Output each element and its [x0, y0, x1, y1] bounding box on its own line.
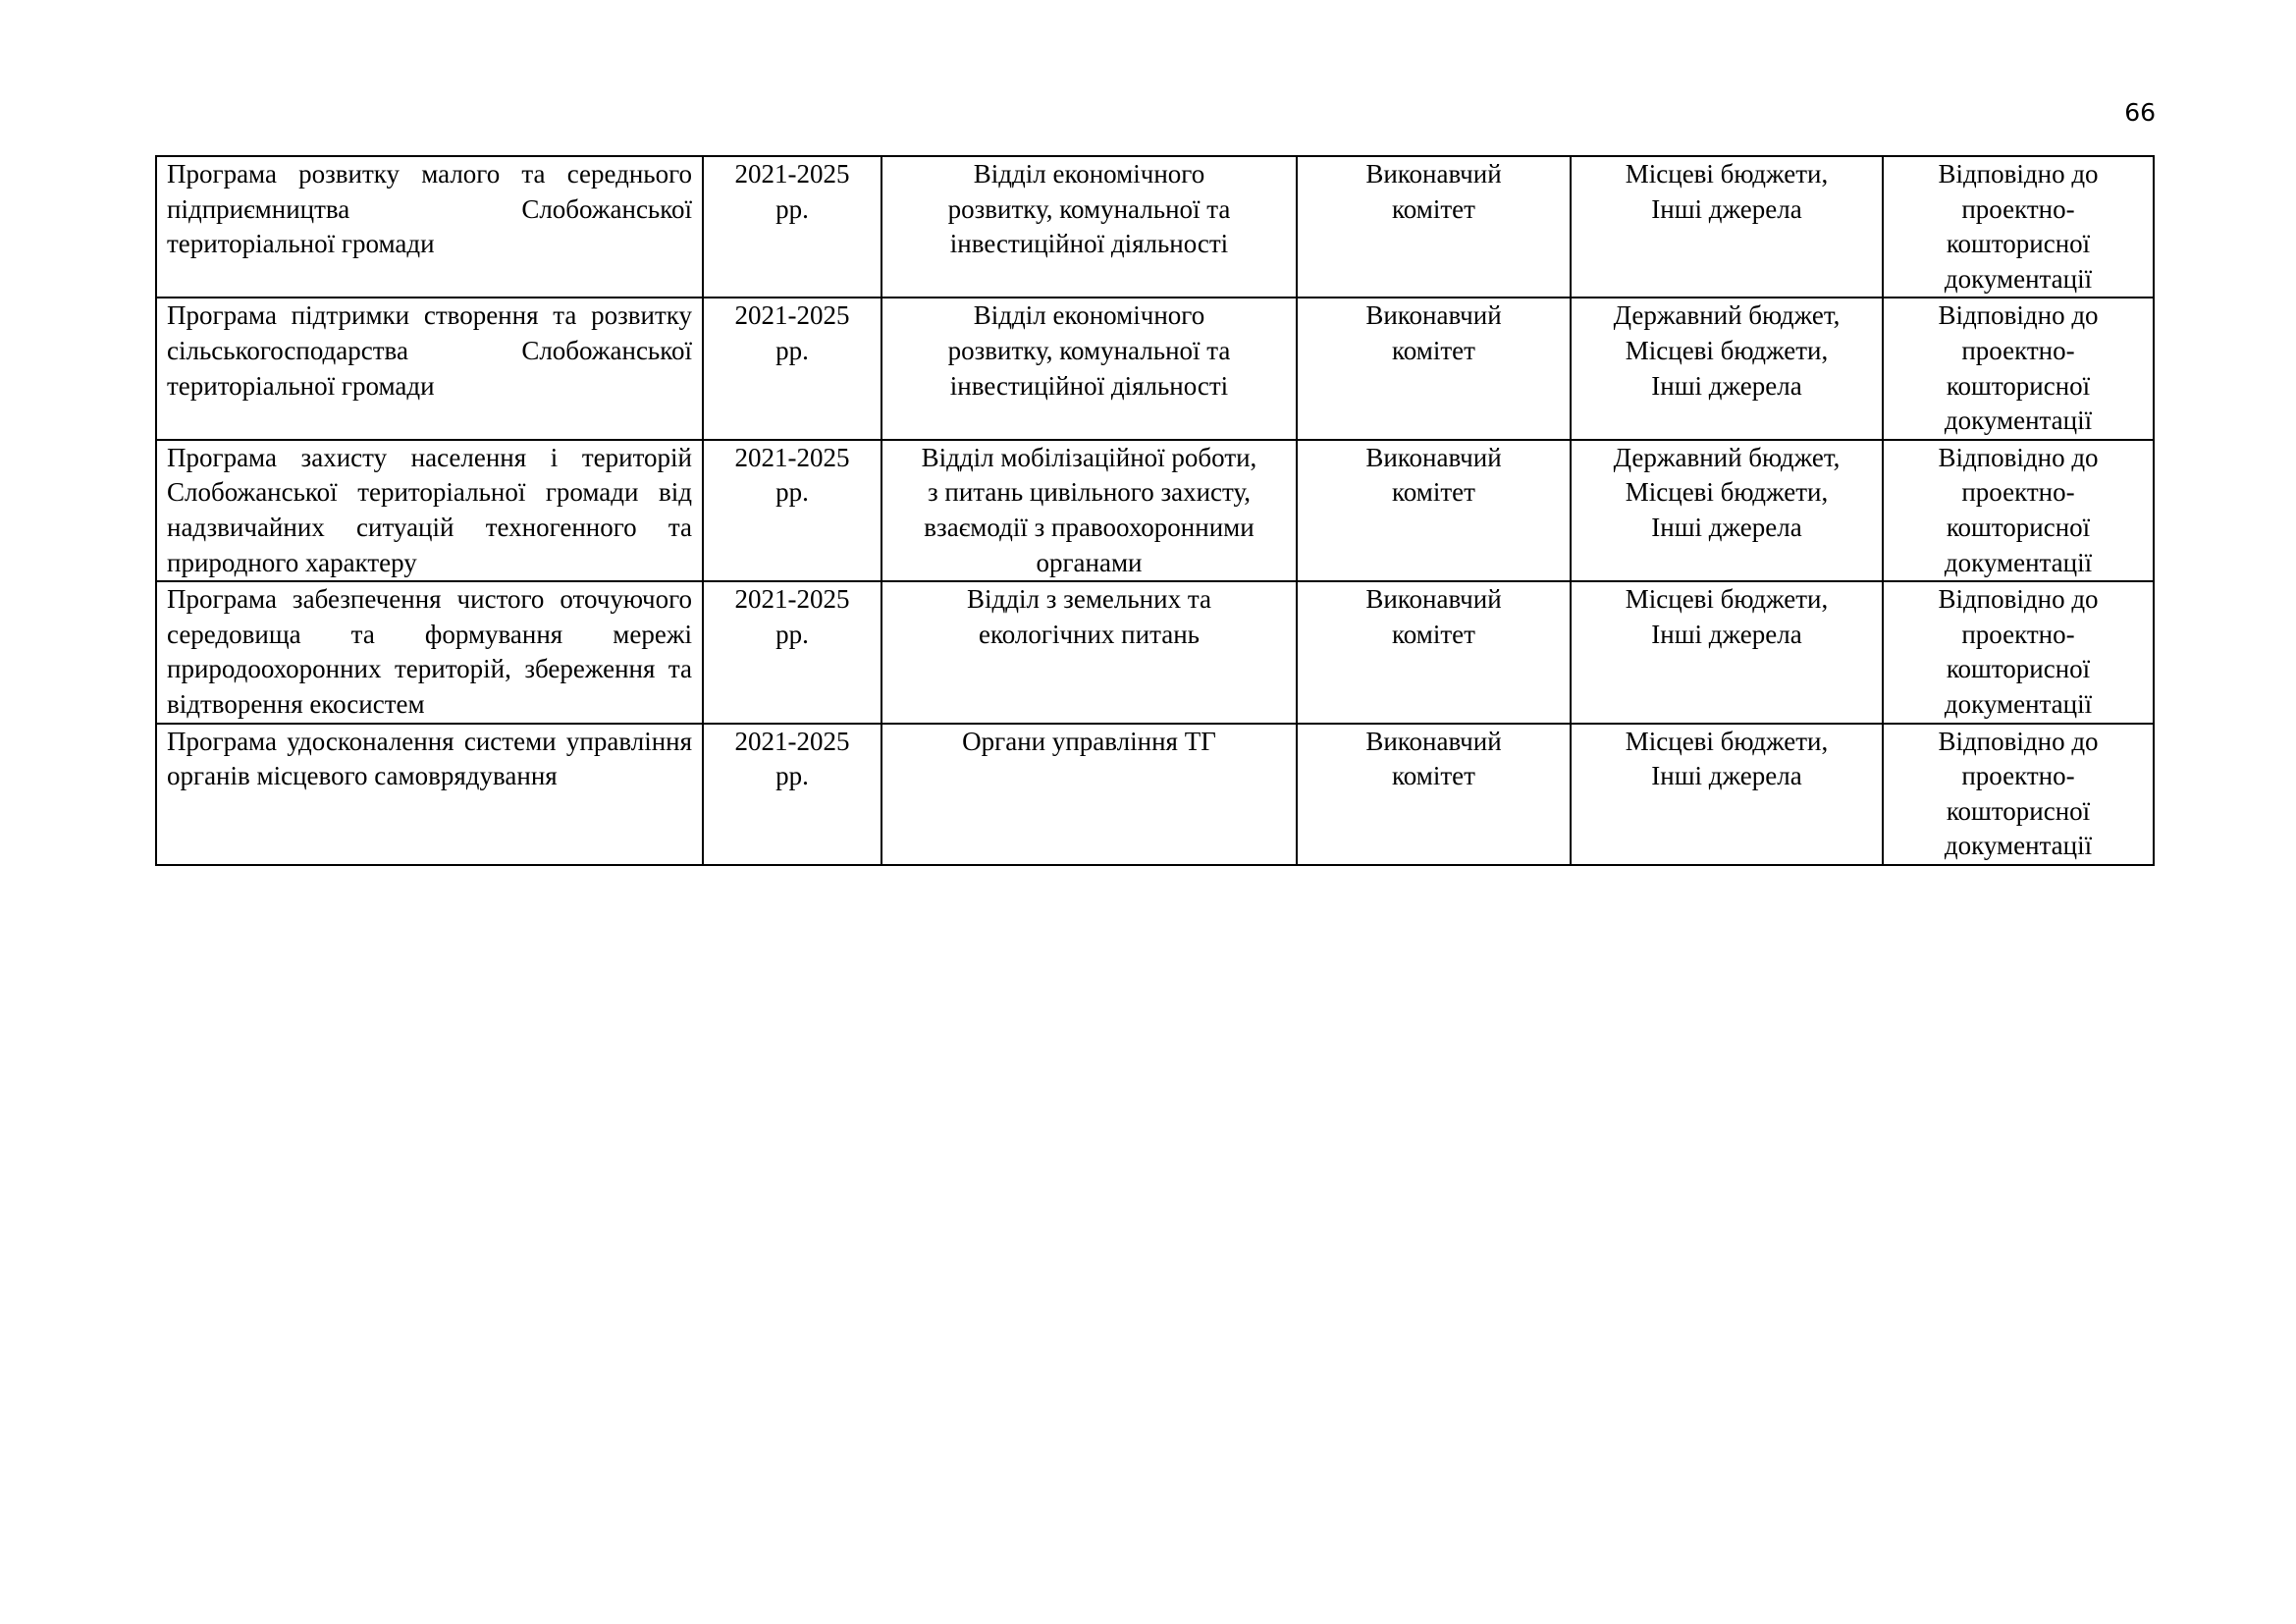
funding-amount-cell [1883, 156, 2154, 298]
period-line: рр. [775, 477, 809, 508]
executor-cell [881, 298, 1297, 439]
period-line: 2021-2025 [734, 726, 850, 756]
responsible-line: Виконавчий [1365, 442, 1502, 472]
responsible-cell [1297, 156, 1571, 298]
executor-line: розвитку, комунальної та [947, 335, 1231, 365]
responsible-line: комітет [1392, 761, 1475, 791]
period-line: рр. [775, 335, 809, 365]
page-number: 66 [2124, 98, 2156, 127]
funding-amount-cell [1883, 581, 2154, 723]
period-cell [703, 156, 881, 298]
executor-line: розвитку, комунальної та [947, 193, 1231, 224]
program-name-cell [156, 298, 703, 439]
program-name-line: Слобожанської територіальної громади [167, 477, 639, 508]
programs-table [155, 155, 2155, 866]
program-name-line: Програма захисту населення і територій [167, 442, 692, 472]
funding-amount-line: Відповідно до [1938, 300, 2099, 331]
program-name-line: оточуючого середовища та формування [167, 584, 692, 649]
program-name-cell [156, 581, 703, 723]
funding-amount-line: Відповідно до [1938, 584, 2099, 615]
program-name-text [167, 298, 692, 404]
funding-sources-line: Інші джерела [1651, 370, 1802, 401]
period-line: 2021-2025 [734, 159, 850, 189]
program-name-line: від надзвичайних ситуацій [167, 477, 692, 542]
table-row [156, 724, 2154, 865]
funding-amount-line: проектно- [1961, 477, 2075, 508]
executor-line: інвестиційної діяльності [949, 229, 1229, 259]
program-name-line: розвитку сільськогосподарства [167, 300, 693, 365]
program-name-cell [156, 440, 703, 581]
executor-cell [881, 156, 1297, 298]
funding-sources-line: Місцеві бюджети, [1625, 159, 1829, 189]
executor-cell [881, 581, 1297, 723]
responsible-cell [1297, 724, 1571, 865]
funding-sources-line: Місцеві бюджети, [1625, 726, 1829, 756]
funding-amount-line: документації [1944, 831, 2093, 861]
executor-line: Відділ мобілізаційної роботи, [921, 442, 1257, 472]
responsible-cell [1297, 581, 1571, 723]
program-name-line: Програма удосконалення системи [167, 726, 557, 756]
funding-sources-line: Інші джерела [1651, 512, 1802, 542]
funding-sources-line: Місцеві бюджети, [1625, 584, 1829, 615]
table-row [156, 298, 2154, 439]
funding-sources-line: Інші джерела [1651, 619, 1802, 649]
funding-sources-cell [1571, 440, 1883, 581]
funding-sources-line: Місцеві бюджети, [1625, 335, 1829, 365]
programs-table-body [156, 156, 2154, 865]
program-name-line: Програма підтримки створення та [167, 300, 577, 331]
executor-line: взаємодії з правоохоронними [924, 512, 1255, 542]
program-name-line: середнього підприємництва [167, 159, 693, 224]
funding-amount-cell [1883, 298, 2154, 439]
responsible-cell [1297, 440, 1571, 581]
responsible-line: Виконавчий [1365, 159, 1502, 189]
executor-line: екологічних питань [979, 619, 1200, 649]
table-row [156, 156, 2154, 298]
funding-amount-line: Відповідно до [1938, 726, 2099, 756]
period-line: рр. [775, 193, 809, 224]
funding-sources-line: Інші джерела [1651, 761, 1802, 791]
funding-amount-line: Відповідно до [1938, 442, 2099, 472]
funding-amount-cell [1883, 440, 2154, 581]
funding-amount-line: кошторисної [1946, 229, 2091, 259]
period-line: 2021-2025 [734, 584, 850, 615]
program-name-text [167, 441, 692, 580]
program-name-line: самоврядування [374, 761, 558, 791]
funding-sources-cell [1571, 298, 1883, 439]
period-line: 2021-2025 [734, 300, 850, 331]
funding-amount-line: проектно- [1961, 193, 2075, 224]
funding-sources-line: Місцеві бюджети, [1625, 477, 1829, 508]
period-cell [703, 440, 881, 581]
program-name-line: мережі природоохоронних територій, [167, 619, 692, 684]
funding-sources-cell [1571, 581, 1883, 723]
program-name-line: Програма розвитку малого та [167, 159, 546, 189]
funding-amount-line: проектно- [1961, 619, 2075, 649]
program-name-line: Слобожанської територіальної громади [167, 335, 692, 401]
responsible-line: Виконавчий [1365, 726, 1502, 756]
period-cell [703, 724, 881, 865]
program-name-line: техногенного та природного характеру [167, 512, 692, 577]
executor-line: Відділ з земельних та [967, 584, 1211, 615]
funding-amount-line: документації [1944, 263, 2093, 294]
program-name-line: збереження та відтворення екосистем [167, 654, 692, 719]
funding-sources-line: Державний бюджет, [1613, 442, 1841, 472]
program-name-line: Слобожанської територіальної громади [167, 193, 692, 259]
funding-amount-line: кошторисної [1946, 512, 2091, 542]
table-row [156, 581, 2154, 723]
executor-line: з питань цивільного захисту, [927, 477, 1252, 508]
funding-amount-line: кошторисної [1946, 795, 2091, 826]
period-cell [703, 298, 881, 439]
responsible-line: комітет [1392, 335, 1475, 365]
funding-amount-line: кошторисної [1946, 370, 2091, 401]
program-name-line: управління органів місцевого [167, 726, 693, 791]
program-name-cell [156, 156, 703, 298]
executor-cell [881, 724, 1297, 865]
responsible-line: комітет [1392, 193, 1475, 224]
responsible-line: Виконавчий [1365, 584, 1502, 615]
funding-amount-line: документації [1944, 688, 2093, 719]
responsible-line: комітет [1392, 619, 1475, 649]
program-name-text [167, 157, 692, 262]
funding-amount-line: документації [1944, 547, 2093, 577]
program-name-line: Програма забезпечення чистого [167, 584, 545, 615]
executor-line: інвестиційної діяльності [949, 370, 1229, 401]
funding-sources-cell [1571, 156, 1883, 298]
funding-amount-line: документації [1944, 406, 2093, 436]
period-line: рр. [775, 761, 809, 791]
responsible-line: комітет [1392, 477, 1475, 508]
executor-line: Органи управління ТГ [962, 726, 1216, 756]
period-line: 2021-2025 [734, 442, 850, 472]
period-line: рр. [775, 619, 809, 649]
period-cell [703, 581, 881, 723]
funding-amount-cell [1883, 724, 2154, 865]
funding-amount-line: проектно- [1961, 761, 2075, 791]
executor-line: органами [1036, 547, 1143, 577]
funding-amount-line: проектно- [1961, 335, 2075, 365]
program-name-text [167, 725, 692, 794]
funding-sources-line: Державний бюджет, [1613, 300, 1841, 331]
program-name-text [167, 582, 692, 722]
funding-amount-line: кошторисної [1946, 654, 2091, 684]
responsible-cell [1297, 298, 1571, 439]
funding-amount-line: Відповідно до [1938, 159, 2099, 189]
executor-line: Відділ економічного [973, 300, 1205, 331]
funding-sources-line: Інші джерела [1651, 193, 1802, 224]
program-name-cell [156, 724, 703, 865]
funding-sources-cell [1571, 724, 1883, 865]
table-row [156, 440, 2154, 581]
responsible-line: Виконавчий [1365, 300, 1502, 331]
executor-line: Відділ економічного [973, 159, 1205, 189]
executor-cell [881, 440, 1297, 581]
